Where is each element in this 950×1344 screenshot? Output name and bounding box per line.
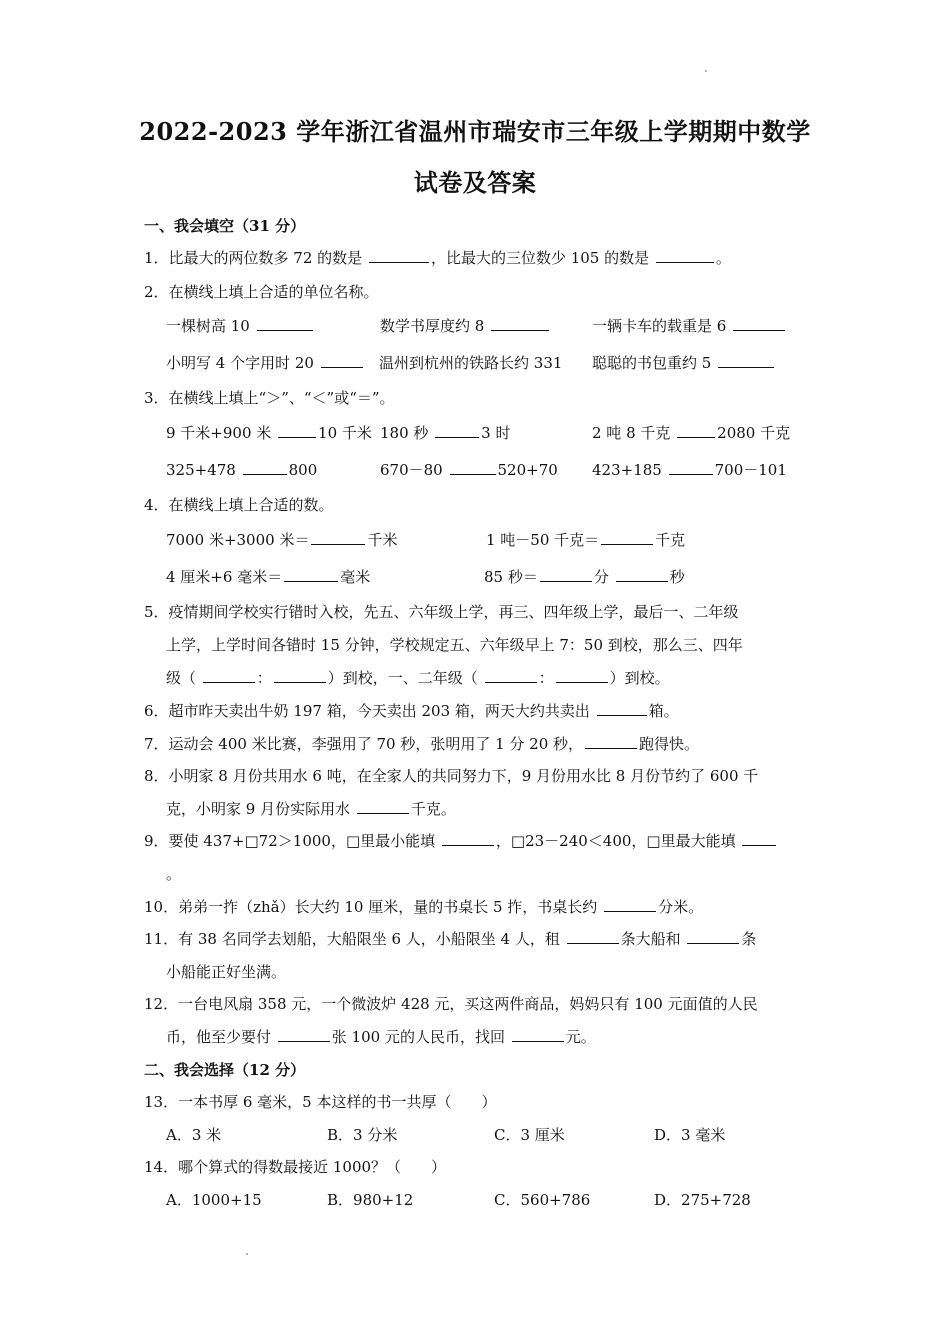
option-a[interactable]: A．1000+15	[166, 1191, 262, 1209]
answer-blank[interactable]	[311, 530, 365, 545]
option-a[interactable]: A．3 米	[166, 1126, 222, 1144]
answer-blank[interactable]	[597, 701, 647, 716]
answer-blank[interactable]	[669, 460, 713, 475]
answer-blank[interactable]	[278, 423, 316, 438]
answer-blank[interactable]	[450, 460, 496, 475]
answer-blank[interactable]	[585, 734, 637, 749]
section-heading-choice: 二、我会选择（12 分）	[144, 1061, 306, 1079]
answer-blank[interactable]	[601, 530, 653, 545]
answer-blank[interactable]	[556, 668, 608, 683]
question-4-item: 1 吨－50 千克＝ 千克	[486, 531, 686, 549]
answer-blank[interactable]	[442, 831, 494, 846]
option-b[interactable]: B．3 分米	[327, 1126, 398, 1144]
question-2-item: 数学书厚度约 8	[380, 316, 551, 336]
answer-blank[interactable]	[567, 929, 619, 944]
question-3-item: 2 吨 8 千克 2080 千克	[592, 424, 791, 442]
question-6: 6．超市昨天卖出牛奶 197 箱，今天卖出 203 箱，两天大约共卖出 箱。	[144, 702, 679, 720]
question-14-stem: 14．哪个算式的得数最接近 1000？（ ）	[144, 1158, 447, 1176]
answer-blank[interactable]	[718, 353, 774, 368]
option-b[interactable]: B．980+12	[327, 1191, 414, 1209]
question-13-stem: 13．一本书厚 6 毫米，5 本这样的书一共厚（ ）	[144, 1093, 497, 1111]
answer-blank[interactable]	[687, 929, 739, 944]
question-11-line2: 小船能正好坐满。	[166, 963, 287, 981]
answer-blank[interactable]	[284, 567, 338, 582]
page-title-cont: 试卷及答案	[413, 168, 537, 197]
question-12-line: 12．一台电风扇 358 元，一个微波炉 428 元，买这两件商品，妈妈只有 100 元面值的人民	[144, 995, 758, 1013]
question-8-line: 8．小明家 8 月份共用水 6 吨，在全家人的共同努力下，9 月份用水比 8 月份节约了 600 千	[144, 767, 759, 785]
answer-blank[interactable]	[357, 799, 409, 814]
answer-blank[interactable]	[512, 1027, 564, 1042]
page-title: 2022-2023 学年浙江省温州市瑞安市三年级上学期期中数学	[139, 117, 811, 146]
section-heading-fill: 一、我会填空（31 分）	[144, 217, 306, 235]
answer-blank[interactable]	[677, 423, 715, 438]
answer-blank[interactable]	[491, 316, 549, 331]
option-c[interactable]: C．560+786	[494, 1191, 591, 1209]
question-7: 7．运动会 400 米比赛，李强用了 70 秒，张明用了 1 分 20 秒， 跑得快。	[144, 735, 700, 753]
answer-blank[interactable]	[243, 460, 287, 475]
question-9-end: 。	[166, 865, 182, 883]
answer-blank[interactable]	[742, 831, 776, 846]
question-12-line: 币，他至少要付 张 100 元的人民币，找回 元。	[166, 1028, 596, 1046]
question-2-stem: 2．在横线上填上合适的单位名称。	[144, 283, 379, 301]
question-9: 9．要使 437+□72＞1000，□里最小能填 ，□23－240＜400，□里最大能填	[144, 831, 778, 851]
question-5-line: 5．疫情期间学校实行错时入校，先五、六年级上学，再三、四年级上学，最后一、二年级	[144, 603, 739, 621]
question-11: 11．有 38 名同学去划船，大船限坐 6 人，小船限坐 4 人，租 条大船和 条	[144, 930, 757, 948]
question-8-line: 克，小明家 9 月份实际用水 千克。	[166, 800, 456, 818]
question-3-item: 325+478 800	[166, 461, 318, 479]
question-4-item: 85 秒＝ 分 秒	[484, 568, 685, 586]
question-4-stem: 4．在横线上填上合适的数。	[144, 496, 334, 514]
answer-blank[interactable]	[540, 567, 592, 582]
question-3-item: 180 秒 3 时	[380, 424, 511, 442]
answer-blank[interactable]	[656, 248, 714, 263]
answer-blank[interactable]	[203, 668, 255, 683]
option-c[interactable]: C．3 厘米	[494, 1126, 565, 1144]
question-2-item: 聪聪的书包重约 5	[592, 353, 776, 373]
question-4-item: 7000 米+3000 米＝ 千米	[166, 531, 398, 549]
answer-blank[interactable]	[369, 248, 429, 263]
question-3-item: 423+185 700－101	[592, 461, 787, 479]
question-3-item: 670－80 520+70	[380, 461, 558, 479]
question-10: 10．弟弟一拃（zhǎ）长大约 10 厘米，量的书桌长 5 拃，书桌长约 分米。	[144, 898, 704, 916]
question-3-item: 9 千米+900 米 10 千米	[166, 424, 372, 442]
answer-blank[interactable]	[604, 897, 656, 912]
question-5-line: 上学，上学时间各错时 15 分钟，学校规定五、六年级早上 7：50 到校，那么三、四年	[166, 636, 743, 654]
scan-dot	[705, 70, 707, 72]
scan-dot	[246, 1253, 248, 1255]
question-2-item: 一棵树高 10	[166, 316, 315, 336]
option-d[interactable]: D．3 毫米	[654, 1126, 726, 1144]
answer-blank[interactable]	[733, 316, 785, 331]
question-2-item: 温州到杭州的铁路长约 331	[379, 354, 563, 372]
question-2-item: 小明写 4 个字用时 20	[166, 353, 365, 373]
question-1: 1．比最大的两位数多 72 的数是 ，比最大的三位数少 105 的数是 。	[144, 249, 731, 267]
option-d[interactable]: D．275+728	[654, 1191, 751, 1209]
answer-blank[interactable]	[485, 668, 537, 683]
answer-blank[interactable]	[616, 567, 668, 582]
question-5-line: 级（ ： ）到校，一、二年级（ ： ）到校。	[166, 669, 670, 687]
answer-blank[interactable]	[278, 1027, 330, 1042]
answer-blank[interactable]	[435, 423, 479, 438]
answer-blank[interactable]	[257, 316, 313, 331]
question-3-stem: 3．在横线上填上“＞”、“＜”或“＝”。	[144, 389, 395, 407]
answer-blank[interactable]	[274, 668, 326, 683]
question-2-item: 一辆卡车的载重是 6	[592, 316, 787, 336]
question-4-item: 4 厘米+6 毫米＝ 毫米	[166, 568, 371, 586]
answer-blank[interactable]	[321, 353, 363, 368]
